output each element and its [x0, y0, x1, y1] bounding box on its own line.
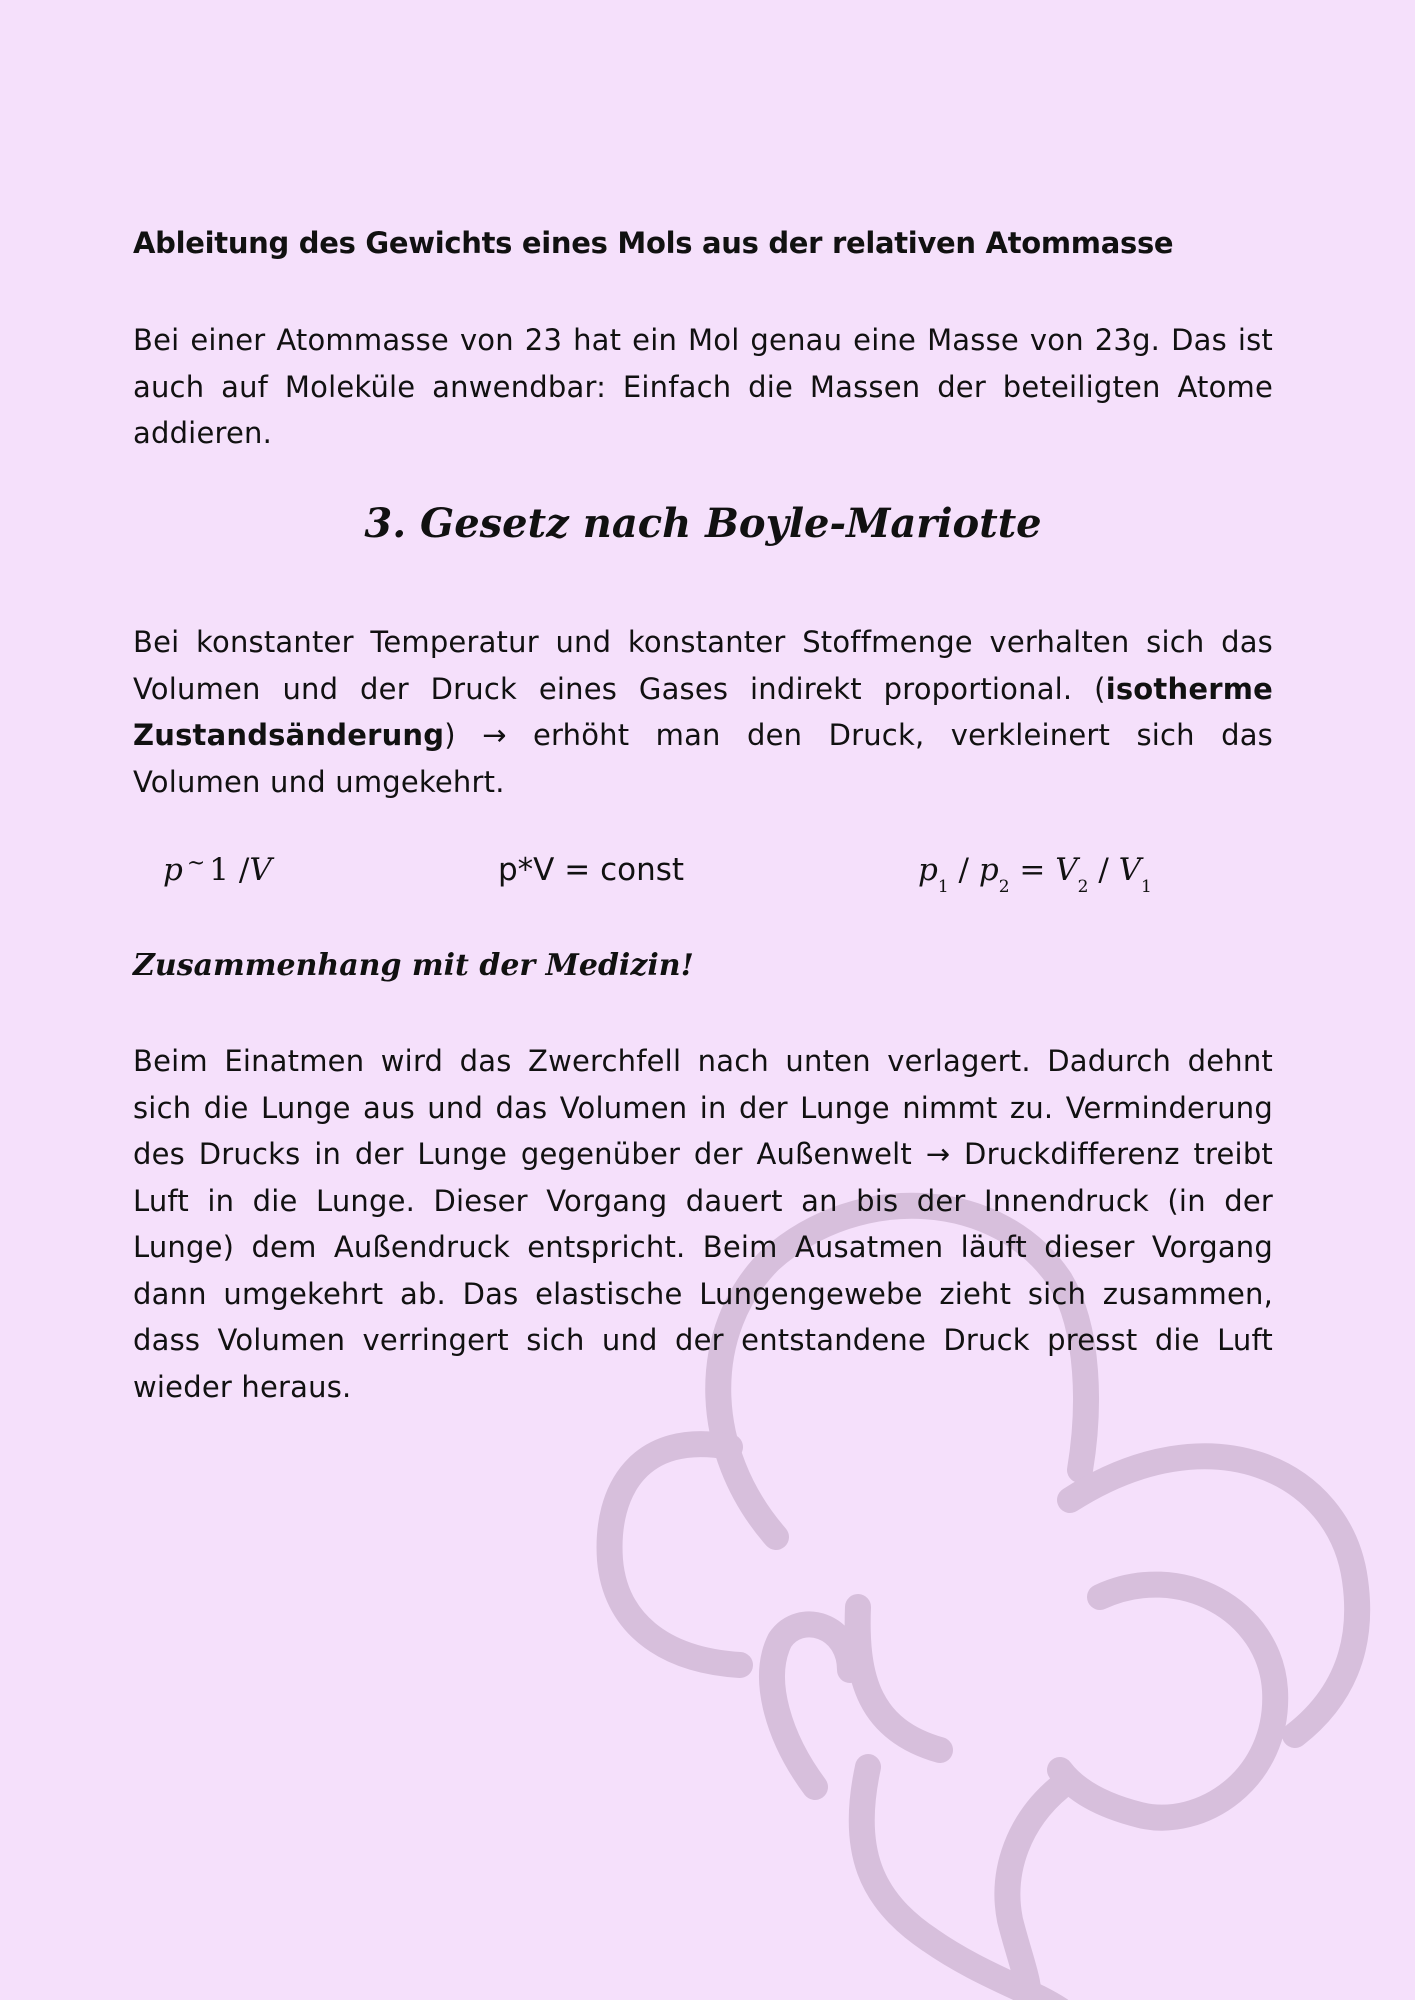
paragraph-boyle-mariotte	[133, 619, 1273, 805]
boyle-bold-term: isotherme Zustandsänderung	[133, 671, 1273, 752]
section-title-boyle-mariotte: 3. Gesetz nach Boyle-Mariotte	[364, 500, 1042, 547]
paragraph-medizin: Beim Einatmen wird das Zwerchfell nach unten verlagert. Dadurch dehnt sich die Lunge aus und das Volumen in der Lunge nimmt zu. Verminderung des Drucks in der Lunge gegenüber der Außenwelt → Druckdifferenz treibt Luft in die Lunge. Dieser Vorgang dauert an bis der Innendruck (in der Lunge) dem Außendruck entspricht. Beim Ausatmen läuft dieser Vorgang dann umgekehrt ab. Das elastische Lungengewebe zieht sich zusammen, dass Volumen verringert sich und der entstandene Druck presst die Luft wieder heraus.	[133, 1044, 1273, 1404]
formula-proportional	[163, 852, 272, 888]
ratio-v2: V	[1055, 852, 1078, 888]
ratio-sub1: 1	[937, 877, 949, 897]
heading-atom-mass: Ableitung des Gewichts eines Mols aus der relativen Atommasse	[133, 226, 1174, 260]
boyle-text-end: ) → erhöht man den Druck, verkleinert sich das Volumen und umgekehrt.	[133, 718, 1273, 799]
formula-v: V	[249, 852, 272, 888]
formula-product-const: p*V = const	[498, 852, 685, 888]
ratio-p1: p	[918, 852, 938, 888]
paragraph-atom-mass: Bei einer Atommasse von 23 hat ein Mol genau eine Masse von 23g. Das ist auch auf Moleküle anwendbar: Einfach die Massen der beteiligten Atome addieren.	[133, 323, 1273, 450]
ratio-v1: V	[1118, 852, 1142, 888]
ratio-sub4: 1	[1141, 877, 1152, 897]
ratio-sub3: 2	[1077, 877, 1089, 897]
heading-medizin: Zusammenhang mit der Medizin!	[133, 948, 694, 983]
boyle-text-start: Bei konstanter Temperatur und konstanter Stoffmenge verhalten sich das Volumen und der Druck eines Gases indirekt proportional. (	[133, 625, 1273, 706]
ratio-slash1: /	[958, 852, 969, 888]
formula-p: p	[163, 852, 183, 888]
formula-one-over: 1 /	[209, 852, 250, 888]
ratio-equals: =	[1019, 852, 1046, 888]
formula-tilde: ~	[186, 851, 206, 876]
ratio-p2: p	[978, 852, 999, 888]
formula-ratio	[918, 852, 1152, 897]
ratio-slash2: /	[1098, 852, 1109, 888]
ratio-sub2: 2	[998, 877, 1010, 897]
